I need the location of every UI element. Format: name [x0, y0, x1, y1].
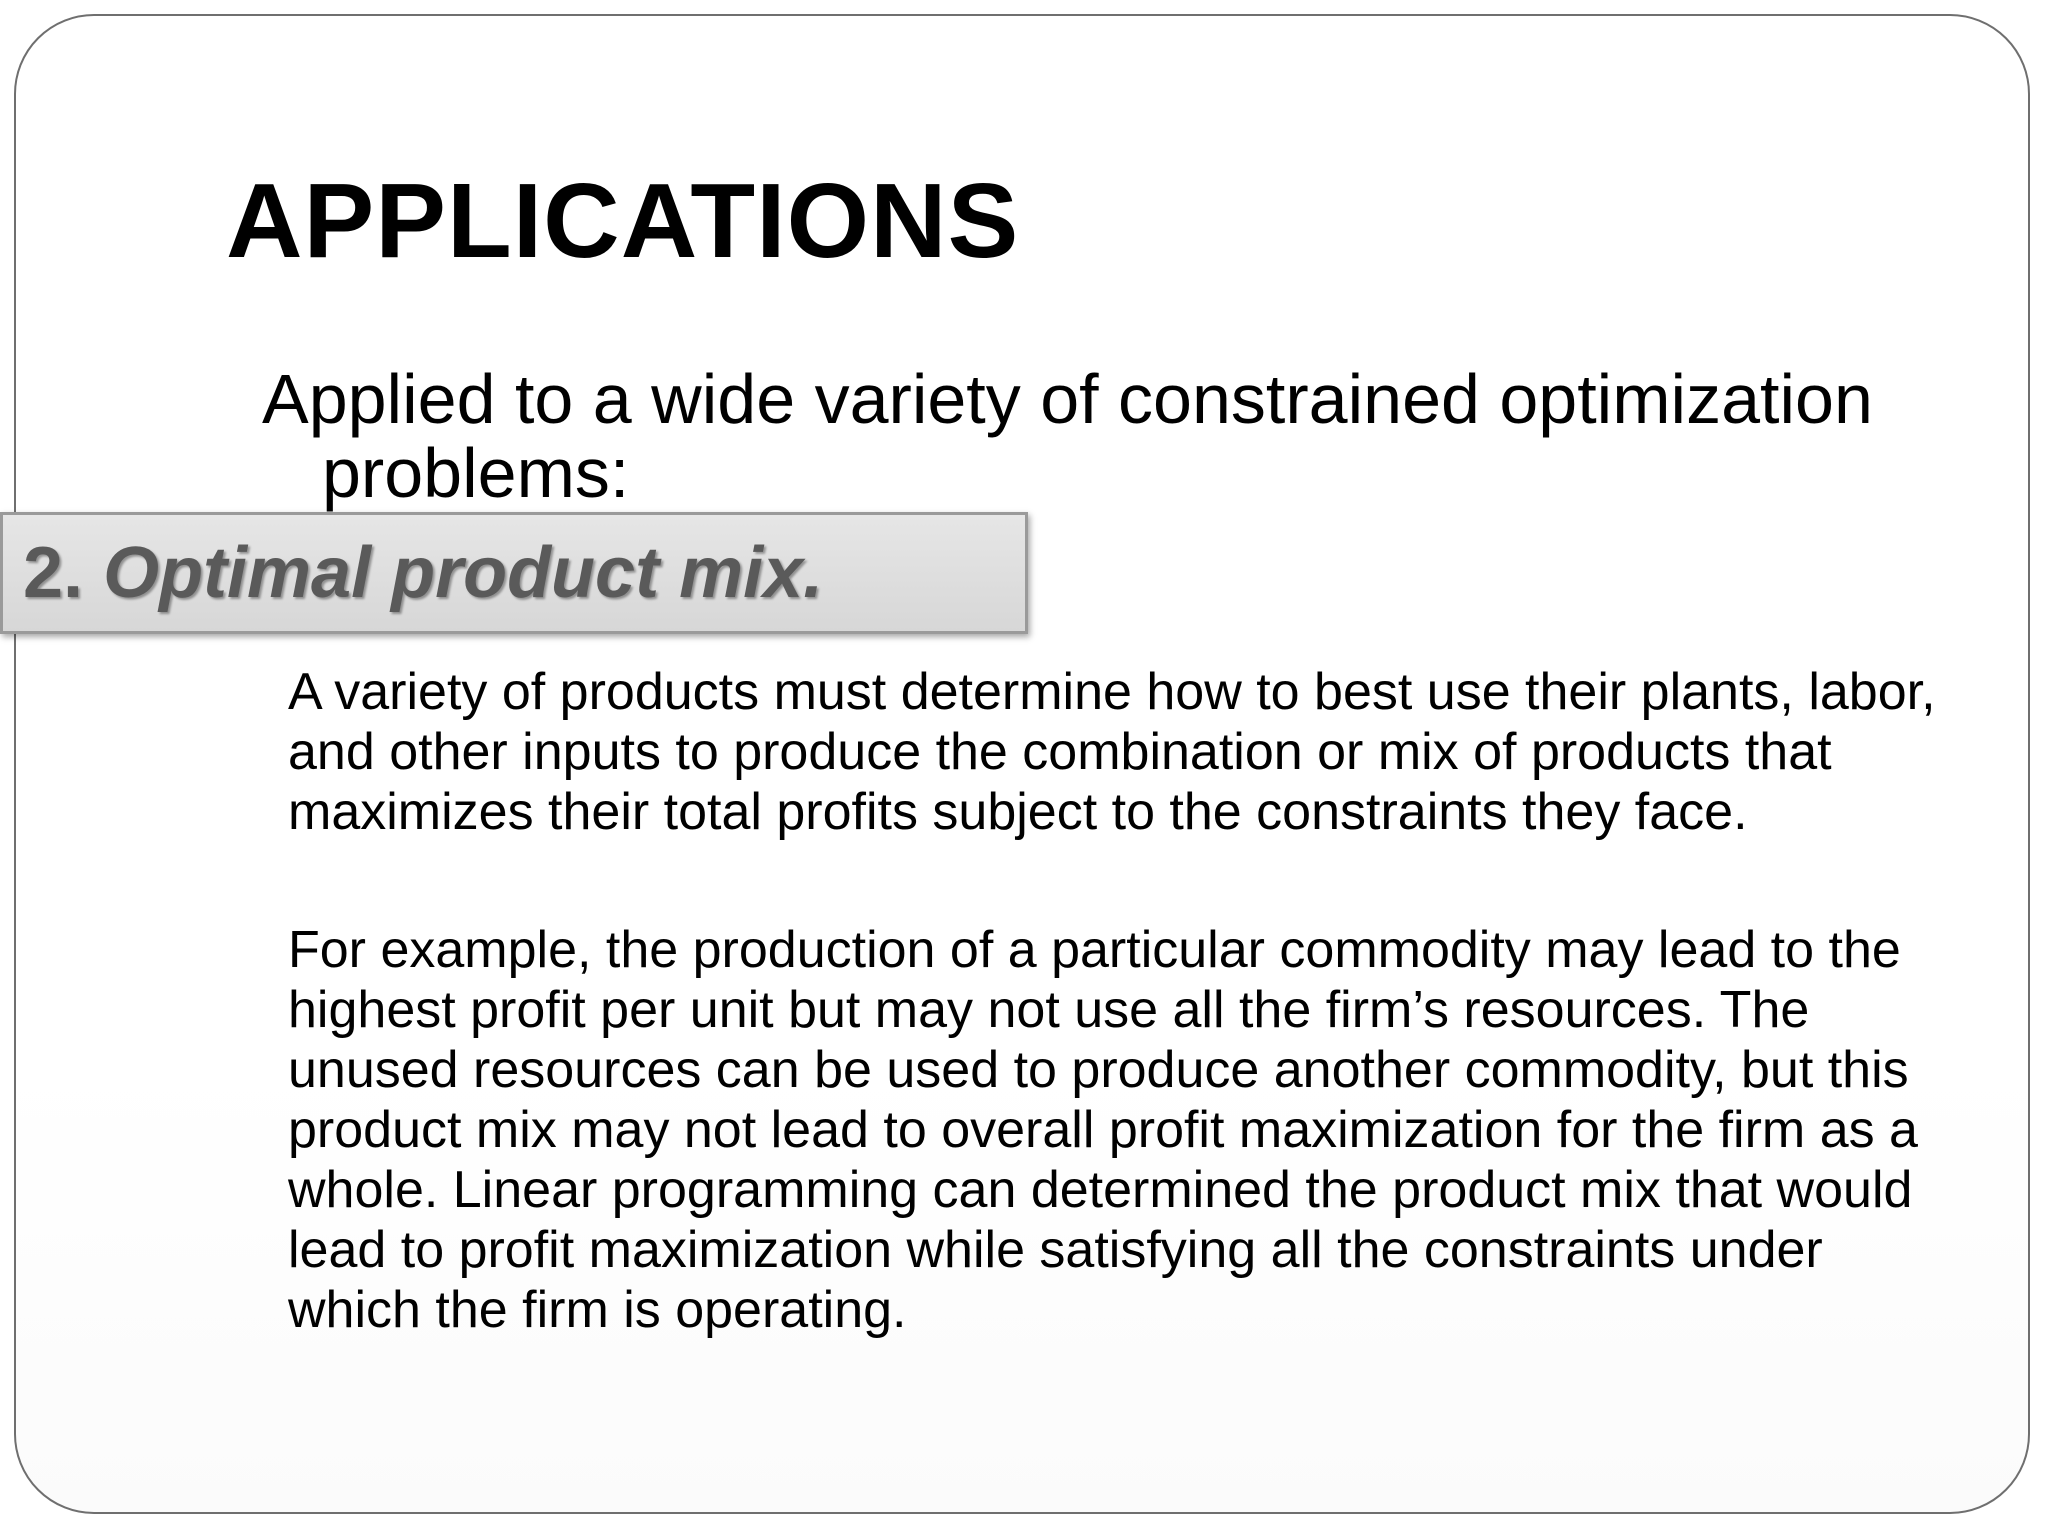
item-label: Optimal product mix.	[103, 533, 824, 613]
intro-text	[262, 362, 1942, 510]
paragraph-2: For example, the production of a particular commodity may lead to the highest profit per unit but may not use all the firm’s resources. The unused resources can be used to produce another commodity, but this product mix may not lead to overall profit maximization for the firm as a whole. Linear programming can determined the product mix that would lead to profit maximization while satisfying all the constraints under which the firm is operating.	[288, 921, 1918, 1339]
item-number: 2.	[23, 533, 84, 613]
highlighted-item-box	[0, 512, 1028, 634]
intro-line-2: problems:	[322, 434, 630, 512]
slide-title: APPLICATIONS	[226, 162, 1020, 280]
paragraph-1: A variety of products must determine how to best use their plants, labor, and other inputs to produce the combination or mix of products that maximizes their total profits subject to the constraints they face.	[288, 663, 1936, 841]
item-heading	[23, 533, 823, 613]
intro-line-1: Applied to a wide variety of constrained optimization	[262, 360, 1873, 438]
